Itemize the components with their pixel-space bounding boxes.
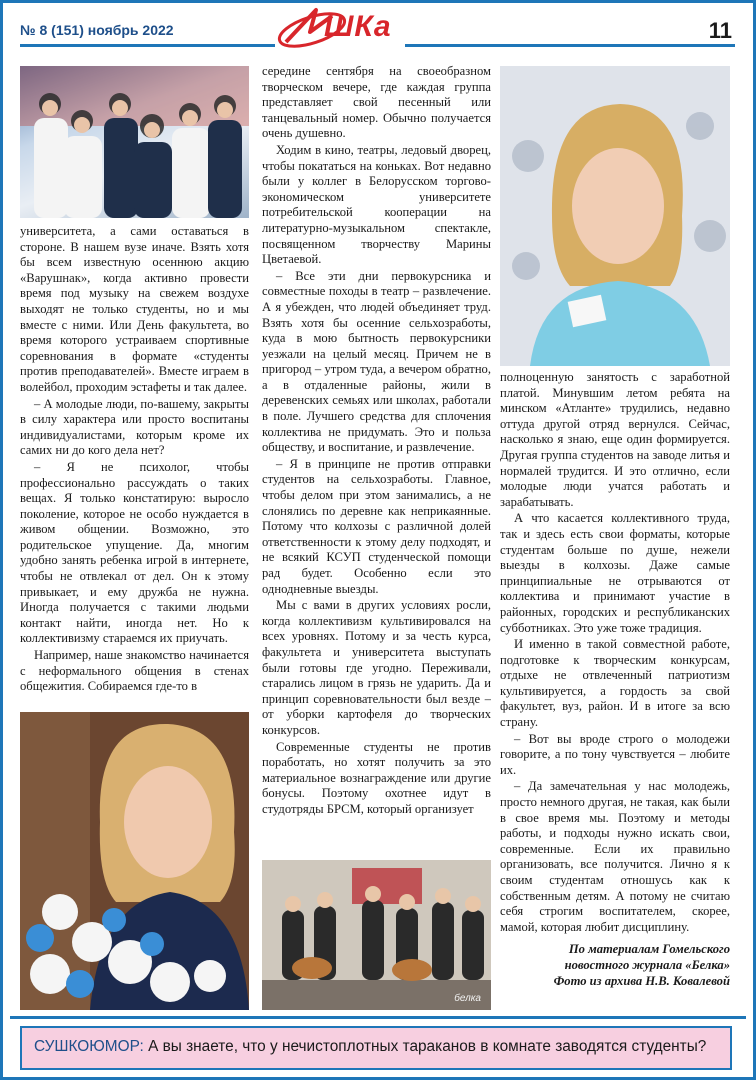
paragraph: Например, наше знакомство начинается с неформального общения в стенах общежития. Собираемся где-то в bbox=[20, 648, 249, 694]
people-photo-icon bbox=[20, 66, 249, 218]
logo-text: ШКа bbox=[324, 10, 392, 43]
paragraph: – Вот вы вроде строго о молодежи говорите, а по тону чувствуется – любите их. bbox=[500, 731, 730, 777]
newspaper-logo bbox=[272, 6, 412, 54]
paragraph: А что касается коллективного труда, так и здесь есть свои форматы, которые студентам больше по душе, нежели выезды в колхозы. Даже самые принципиальные не отрываются от коллектива и принимают участие в районных, городских и республиканских субботниках. Это уже тоже традиция. bbox=[500, 511, 730, 635]
paragraph: – Да замечательная у нас молодежь, просто немного другая, не такая, как были в свое время мы. Поэтому и методы работы, и подходы нужно искать свои, современные. Если их правильно организовать, все получится. Лично я к своим студентам отношусь как к собственным детям. А потому не считаю себя строгим воспитателем, скорее, мамой, которая любит дисциплину. bbox=[500, 779, 730, 934]
photo-portrait-selfie bbox=[500, 66, 730, 366]
paragraph: Современные студенты не против поработать, но хотят получить за это материальное вознаграждение или другие бонусы. Поэтому охотнее идут в студотряды БРСМ, который организует bbox=[262, 739, 491, 816]
issue-number: № 8 (151) ноябрь 2022 bbox=[20, 22, 174, 38]
humor-banner bbox=[20, 1026, 732, 1070]
credit-line: По материалам Гомельского bbox=[568, 942, 730, 957]
article-column-1 bbox=[20, 224, 249, 709]
paragraph: полноценную занятость с заработной платой. Минувшим летом ребята на минском «Атланте» трудились, недавно оттуда другой отряд вернулся. Сейчас, насколько я знаю, еще один формируется. Другая группа студентов на заводе литья и нормалей трудится. И это отлично, если молодые люди учатся работать и зарабатывать. bbox=[500, 370, 730, 509]
credit-line: Фото из архива Н.В. Ковалевой bbox=[553, 974, 730, 989]
humor-label: СУШКОЮМОР: bbox=[34, 1038, 144, 1055]
paragraph: – Все эти дни первокурсника и совместные походы в театр – развлечение. А я убежден, что людей объединяет труд. Взять хотя бы осенние сельхозработы, куда в мою бытность первокурсники уезжали на целый месяц. Причем не в пригород – утром туда, а вечером обратно, а в отдаленные районы, жили в деревенских семьях или школах, работали в поле. Лучшего средства для сплочения коллектива не придумать. Это и польза обществу, и воспитание, и развлечение. bbox=[262, 268, 491, 455]
header-rule-left bbox=[20, 44, 275, 47]
paragraph: Мы с вами в других условиях росли, когда коллективизм культивировался на всех уровнях. Потому и за честь курса, факультета и университета выступать были готовы где угодно. Переживали, старались лицом в грязь не ударить. Да и принцип соревновательности был везде – от уборки картофеля до творческих конкурсов. bbox=[262, 598, 491, 737]
article-credit bbox=[500, 941, 730, 989]
paragraph: – А молодые люди, по-вашему, закрыты в силу характера или просто воспитаны индивидуалистами, которым кроме их самих ни до кого дела нет? bbox=[20, 396, 249, 458]
guitar-players-icon bbox=[262, 860, 491, 1010]
paragraph: И именно в такой совместной работе, подготовке к творческим конкурсам, отдыхе не отвлеченный патриотизм культивируется, а гордость за свой факультет, вуз, район. И в итоге за всю страну. bbox=[500, 637, 730, 730]
paragraph: Ходим в кино, театры, ледовый дворец, чтобы покататься на коньках. Вот недавно были у коллег в Белорусском торгово-экономическом университете потребительской кооперации на литературно-музыкальном спектакле, посвященном творчеству Марины Цветаевой. bbox=[262, 142, 491, 267]
paragraph: – Я не психолог, чтобы профессионально рассуждать о таких вещах. Я только констатирую: выросло поколение, которое не особо нуждается в живом общении. Возможно, это родительское упущение. Да, многим удобно занять ребенка игрой в интернете, чтобы не отвлекал от дел. Он к этому привыкает, и ему дружба не нужна. Иногда получается с такими людьми контакт найти, иногда нет. Но к коллективизму стараемся их приучать. bbox=[20, 459, 249, 646]
photo-students-group bbox=[20, 66, 249, 218]
credit-line: новостного журнала «Белка» bbox=[564, 958, 730, 973]
paragraph: середине сентября на своеобразном творческом вечере, где каждая группа представляет свой песенный или танцевальный номер. Обычно получается очень душевно. bbox=[262, 64, 491, 141]
humor-text: А вы знаете, что у нечистоплотных тараканов в комнате заводятся студенты? bbox=[143, 1038, 707, 1055]
photo-watermark: белка bbox=[454, 993, 481, 1004]
photo-portrait-flowers bbox=[20, 712, 249, 1010]
page-number: 11 bbox=[708, 18, 732, 43]
photo-musicians-group bbox=[262, 860, 491, 1010]
footer-rule bbox=[10, 1016, 746, 1019]
paragraph: – Я в принципе не против отправки студентов на сельхозработы. Главное, чтобы делом при этом занимались, а не слонялись по деревне как неприкаянные. Потому что колхозы с различной долей ответственности к этому делу подходят, и не всякий КСУП студенческой помощи рад будет. Особенно если это однодневные выезды. bbox=[262, 456, 491, 596]
article-column-3 bbox=[500, 370, 730, 1010]
article-column-2 bbox=[262, 64, 491, 856]
woman-flowers-icon bbox=[20, 712, 249, 1010]
paragraph: университета, а сами оставаться в стороне. В нашем вузе иначе. Взять хотя бы всем известную осеннюю акцию «Варушнак», когда активно провести время под музыку на свежем воздухе выходят не только студенты, но и мы вместе с ними. Или День факультета, во время которого устраиваем спортивные соревнования в формате «студенты против преподавателей». Вместе играем в волейбол, проходим эстафеты и так далее. bbox=[20, 224, 249, 394]
header-rule-right bbox=[405, 44, 735, 47]
woman-portrait-icon bbox=[500, 66, 730, 366]
page-header bbox=[10, 8, 746, 58]
